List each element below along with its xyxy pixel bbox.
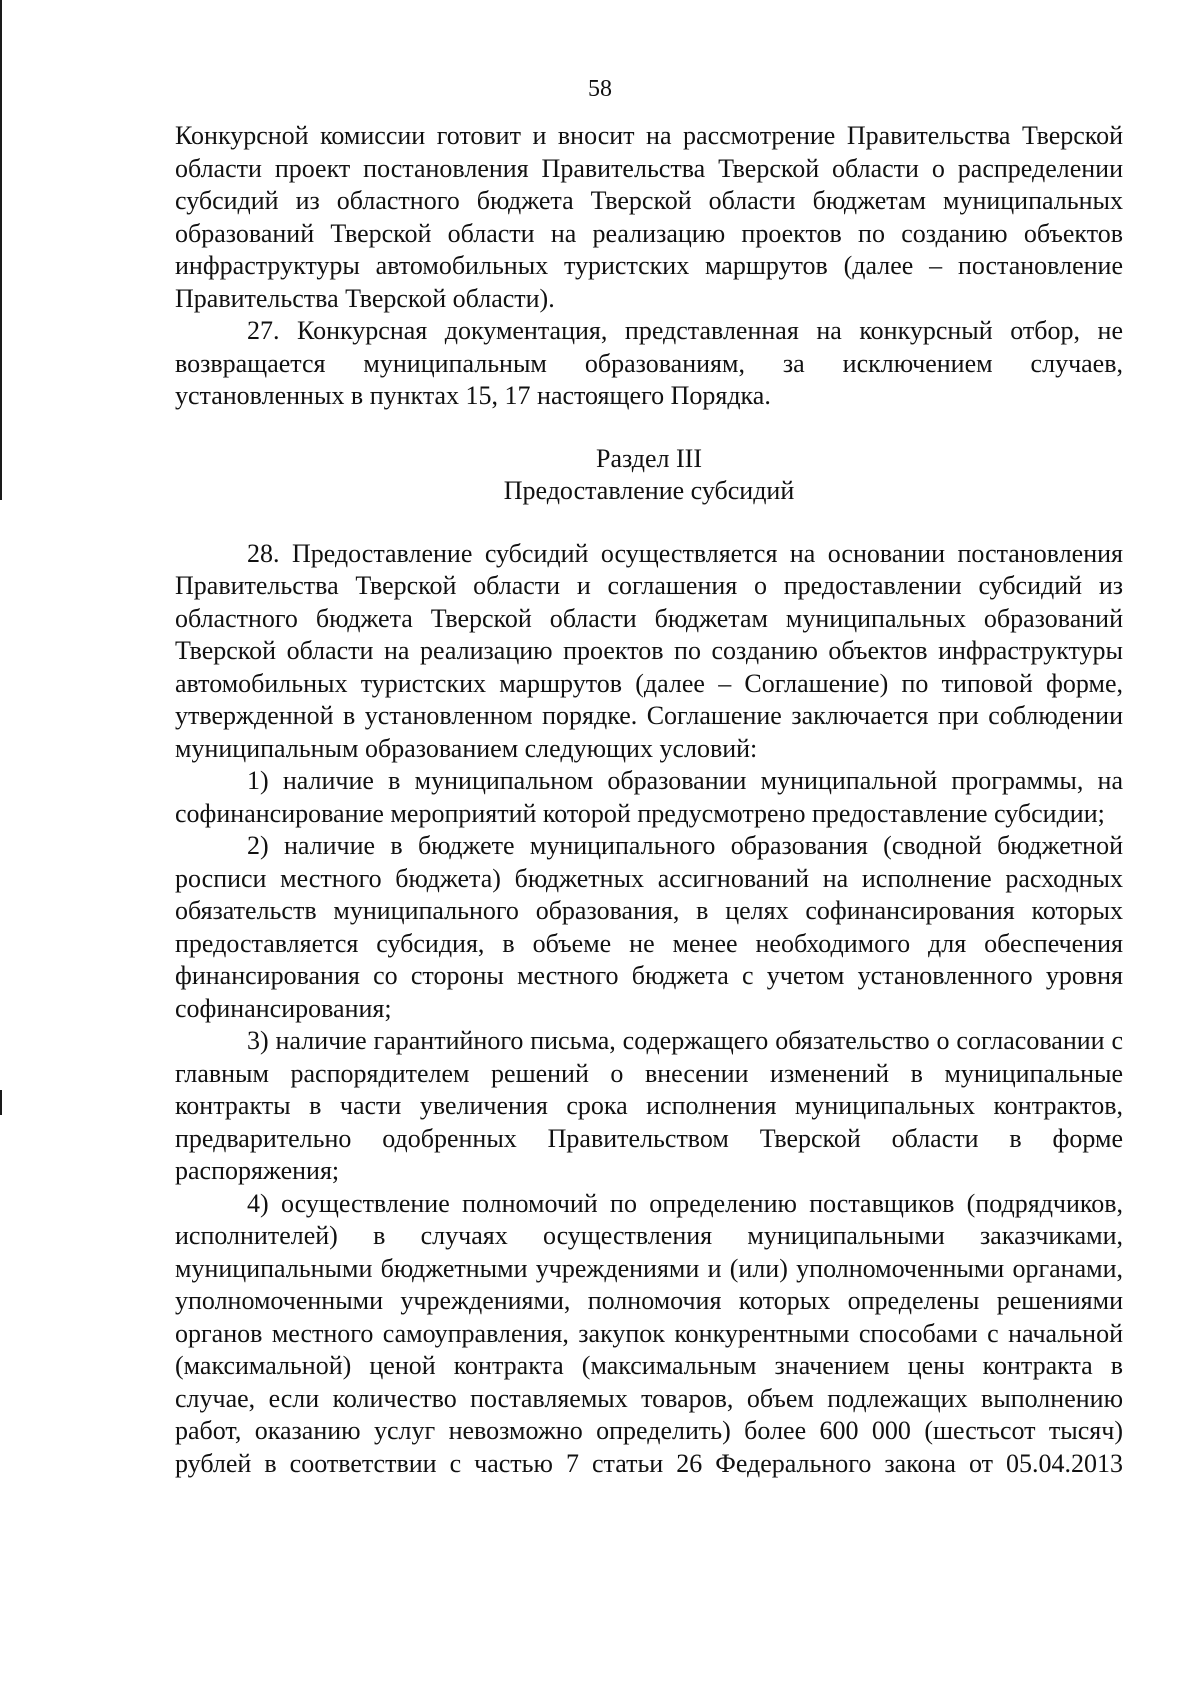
paragraph-27: 27. Конкурсная документация, представленная на конкурсный отбор, не возвращается муниципальным образованиям, за исключением случаев, установленных в пунктах 15, 17 настоящего Порядка. — [175, 316, 1123, 410]
paragraph-commission-decision: Конкурсной комиссии готовит и вносит на рассмотрение Правительства Тверской области проект постановления Правительства Тверской области о распределении субсидий из областного бюджета Тверской области бюджетам муниципальных образований Тверской области на реализацию проектов по созданию объектов инфраструктуры автомобильных туристских маршрутов (далее – постановление Правительства Тверской области). — [175, 121, 1123, 313]
document-body — [175, 120, 1123, 1480]
scan-edge-mark — [0, 1090, 2, 1115]
scan-edge-mark — [0, 0, 2, 500]
section-title: Предоставление субсидий — [503, 476, 795, 505]
condition-4: 4) осуществление полномочий по определению поставщиков (подрядчиков, исполнителей) в случаях осуществления муниципальными заказчиками, муниципальными бюджетными учреждениями и (или) уполномоченными органами, уполномоченными учреждениями, полномочия которых определены решениями органов местного самоуправления, закупок конкурентными способами с начальной (максимальной) ценой контракта (максимальным значением цены контракта в случае, если количество поставляемых товаров, объем подлежащих выполнению работ, оказанию услуг невозможно определить) более 600 000 (шестьсот тысяч) рублей в соответствии с частью 7 статьи 26 Федерального закона от 05.04.2013 — [175, 1188, 1123, 1478]
section-number: Раздел III — [595, 443, 703, 473]
paragraph-28: 28. Предоставление субсидий осуществляется на основании постановления Правительства Тверской области и соглашения о предоставлении субсидий из областного бюджета Тверской области бюджетам муниципальных образований Тверской области на реализацию проектов по созданию объектов инфраструктуры автомобильных туристских маршрутов (далее – Соглашение) по типовой форме, утвержденной в установленном порядке. Соглашение заключается при соблюдении муниципальным образованием следующих условий: — [175, 538, 1123, 763]
section-heading — [175, 443, 1123, 508]
condition-2: 2) наличие в бюджете муниципального образования (сводной бюджетной росписи местного бюджета) бюджетных ассигнований на исполнение расходных обязательств муниципального образования, в целях софинансирования которых предоставляется субсидия, в объеме не менее необходимого для обеспечения финансирования со стороны местного бюджета с учетом установленного уровня софинансирования; — [175, 831, 1123, 1023]
page-number: 58 — [588, 76, 612, 102]
condition-3: 3) наличие гарантийного письма, содержащего обязательство о согласовании с главным распорядителем решений о внесении изменений в муниципальные контракты в части увеличения срока исполнения муниципальных контрактов, предварительно одобренных Правительством Тверской области в форме распоряжения; — [175, 1026, 1123, 1185]
condition-1: 1) наличие в муниципальном образовании муниципальной программы, на софинансирование мероприятий которой предусмотрено предоставление субсидии; — [175, 766, 1123, 828]
